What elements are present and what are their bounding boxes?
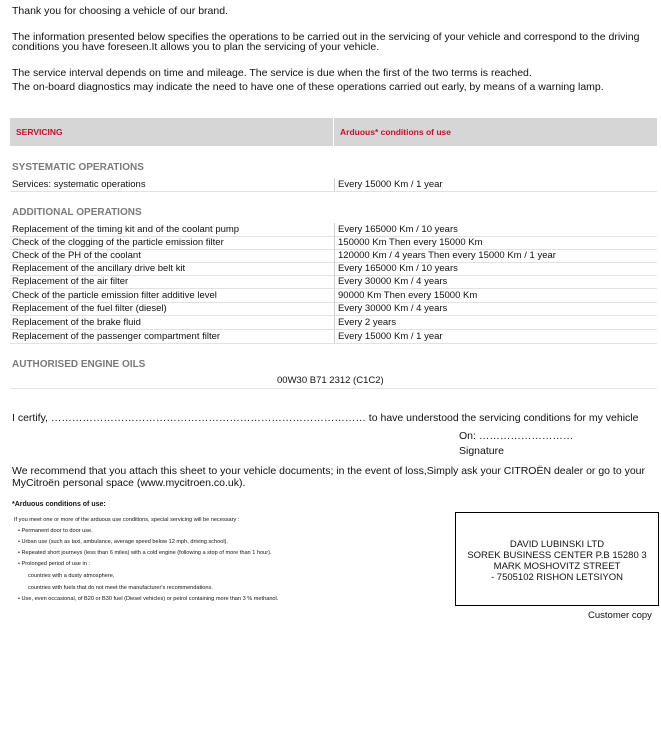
oil-spec: 00W30 B71 2312 (C1C2)	[277, 375, 384, 386]
table-row	[10, 223, 657, 236]
arduous-note-line: countries with fuels that do not meet the manufacturer's recommendations.	[28, 585, 213, 591]
column-divider	[334, 223, 335, 236]
column-divider	[334, 302, 335, 315]
address-line: DAVID LUBINSKI LTD	[509, 539, 605, 550]
signature-label: Signature	[459, 445, 504, 457]
address-line: - 7505102 RISHON LETSIYON	[491, 572, 623, 583]
column-divider	[334, 249, 335, 262]
column-divider	[334, 316, 335, 329]
table-row	[10, 236, 657, 249]
table-row	[10, 262, 657, 275]
interval-cell: Every 30000 Km / 4 years	[338, 276, 448, 287]
arduous-note-line: • Urban use (such as taxi, ambulance, average speed below 12 mph, driving school).	[18, 539, 228, 545]
table-row	[10, 249, 657, 262]
arduous-note-line: countries with a dusty atmosphere,	[28, 573, 115, 579]
servicing-table-header	[10, 118, 657, 146]
operation-cell: Check of the particle emission filter additive level	[12, 290, 217, 301]
certify-on-date: On: ………………………	[459, 430, 574, 442]
column-divider	[334, 275, 335, 288]
arduous-note-line: • Use, even occasional, of B20 or B30 fuel (Diesel vehicles) or petrol containing more than 3 % methanol.	[18, 596, 279, 602]
interval-cell: Every 2 years	[338, 317, 397, 328]
operation-cell: Check of the clogging of the particle emission filter	[12, 237, 224, 248]
interval-cell: Every 15000 Km / 1 year	[338, 331, 443, 342]
column-divider	[334, 262, 335, 275]
interval-cell: Every 30000 Km / 4 years	[338, 303, 448, 314]
servicing-header: SERVICING	[16, 127, 63, 137]
operation-cell: Replacement of the air filter	[12, 276, 129, 287]
table-row	[10, 289, 657, 302]
arduous-header: Arduous* conditions of use	[340, 127, 451, 137]
header-divider	[333, 118, 334, 146]
interval-text-line1: The service interval depends on time and mileage. The service is due when the first of the two terms is reached.	[12, 67, 532, 79]
thanks-text: Thank you for choosing a vehicle of our brand.	[12, 5, 228, 17]
certify-text: I certify, ……………………………………………………………………………… to have understood the servicing conditions for my vehicle	[12, 412, 639, 424]
table-row	[10, 330, 657, 343]
table-row	[10, 178, 657, 191]
operation-cell: Replacement of the passenger compartment filter	[12, 331, 221, 342]
operation-cell: Replacement of the timing kit and of the coolant pump	[12, 224, 240, 235]
operation-cell: Replacement of the fuel filter (diesel)	[12, 303, 167, 314]
operation-cell: Services: systematic operations	[12, 179, 146, 190]
arduous-note-line: • Repeated short journeys (less than 6 miles) with a cold engine (following a stop of more than 1 hour).	[18, 550, 272, 556]
arduous-notes-title: *Arduous conditions of use:	[12, 501, 106, 508]
recommend-line2: MyCitroën personal space (www.mycitroen.co.uk).	[12, 477, 246, 489]
arduous-note-line: • Prolonged period of use in :	[18, 561, 90, 567]
info-text-line1: The information presented below specifies the operations to be carried out in the servicing of your vehicle and correspond to the driving	[12, 31, 640, 43]
dealer-address-box	[455, 512, 659, 606]
address-line: MARK MOSHOVITZ STREET	[493, 561, 621, 572]
oils-section-title: AUTHORISED ENGINE OILS	[12, 359, 146, 370]
interval-cell: 90000 Km Then every 15000 Km	[338, 290, 478, 301]
address-line: SOREK BUSINESS CENTER P.B 15280 3	[467, 550, 647, 561]
arduous-note-line: • Permanent door to door use.	[18, 528, 93, 534]
table-row	[10, 275, 657, 288]
interval-cell: 120000 Km / 4 years Then every 15000 Km / 1 year	[338, 250, 556, 261]
interval-cell: 150000 Km Then every 15000 Km	[338, 237, 483, 248]
row-divider	[10, 191, 657, 192]
interval-text-line2: The on-board diagnostics may indicate the need to have one of these operations carried out early, by means of a warning lamp.	[12, 81, 604, 93]
interval-cell: Every 165000 Km / 10 years	[338, 263, 458, 274]
row-divider	[10, 343, 657, 344]
operation-cell: Replacement of the brake fluid	[12, 317, 141, 328]
table-row	[10, 316, 657, 329]
column-divider	[334, 178, 335, 191]
column-divider	[334, 330, 335, 343]
info-text-line2: conditions you have foreseen.It allows you to plan the servicing of your vehicle.	[12, 41, 380, 53]
recommend-line1: We recommend that you attach this sheet to your vehicle documents; in the event of loss,Simply ask your CITROËN dealer or go to your	[12, 465, 646, 477]
operation-cell: Check of the PH of the coolant	[12, 250, 141, 261]
systematic-section-title: SYSTEMATIC OPERATIONS	[12, 162, 144, 173]
additional-section-title: ADDITIONAL OPERATIONS	[12, 207, 142, 218]
oils-row	[10, 374, 657, 389]
interval-cell: Every 165000 Km / 10 years	[338, 224, 458, 235]
column-divider	[334, 289, 335, 302]
arduous-note-line: If you meet one or more of the arduous use conditions, special servicing will be necessary :	[14, 517, 240, 523]
interval-cell: Every 15000 Km / 1 year	[338, 179, 443, 190]
customer-copy-label: Customer copy	[588, 610, 652, 621]
operation-cell: Replacement of the ancillary drive belt kit	[12, 263, 186, 274]
column-divider	[334, 236, 335, 249]
table-row	[10, 302, 657, 315]
